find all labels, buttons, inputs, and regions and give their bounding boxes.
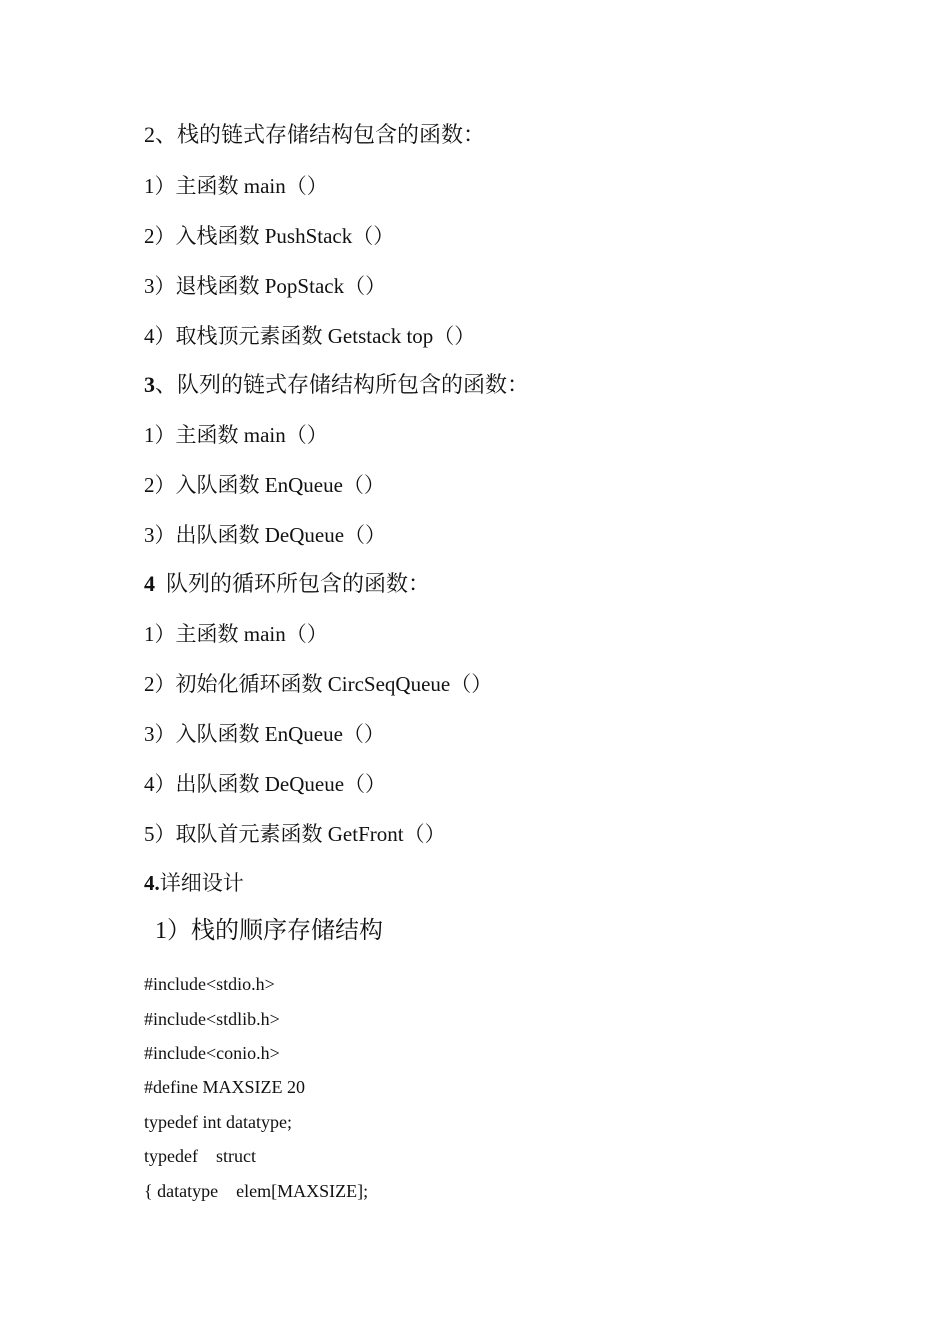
section-number: 4. [144, 871, 160, 895]
section-3-heading [144, 374, 529, 396]
list-item: 2）入队函数 EnQueue（） [144, 473, 385, 497]
list-item: 4）出队函数 DeQueue（） [144, 772, 387, 796]
section-title: 队列的循环所包含的函数： [155, 571, 431, 596]
list-item: 1）主函数 main（） [144, 622, 328, 646]
section-2-heading: 2、栈的链式存储结构包含的函数： [144, 122, 486, 147]
code-line: #define MAXSIZE 20 [144, 1077, 305, 1097]
detailed-design-heading [144, 873, 244, 894]
code-line: #include<stdlib.h> [144, 1009, 280, 1029]
list-item: 1）主函数 main（） [144, 423, 328, 447]
section-number: 3 [144, 372, 155, 397]
section-4-heading [144, 573, 430, 595]
subsection-heading: 1）栈的顺序存储结构 [155, 918, 383, 944]
list-item: 2）初始化循环函数 CircSeqQueue（） [144, 672, 493, 696]
list-item: 2）入栈函数 PushStack（） [144, 224, 395, 248]
code-line: typedef int datatype; [144, 1112, 292, 1132]
list-item: 5）取队首元素函数 GetFront（） [144, 822, 446, 846]
code-line: #include<stdio.h> [144, 974, 275, 994]
list-item: 3）出队函数 DeQueue（） [144, 523, 387, 547]
code-line: typedef struct [144, 1146, 256, 1166]
list-item: 3）退栈函数 PopStack（） [144, 274, 387, 298]
code-line: #include<conio.h> [144, 1043, 280, 1063]
list-item: 4）取栈顶元素函数 Getstack top（） [144, 324, 476, 348]
section-title: 详细设计 [159, 871, 244, 895]
list-item: 1）主函数 main（） [144, 174, 328, 198]
section-title: 、队列的链式存储结构所包含的函数： [155, 372, 530, 397]
section-number: 4 [144, 571, 155, 596]
code-line: { datatype elem[MAXSIZE]; [144, 1181, 369, 1201]
list-item: 3）入队函数 EnQueue（） [144, 722, 385, 746]
